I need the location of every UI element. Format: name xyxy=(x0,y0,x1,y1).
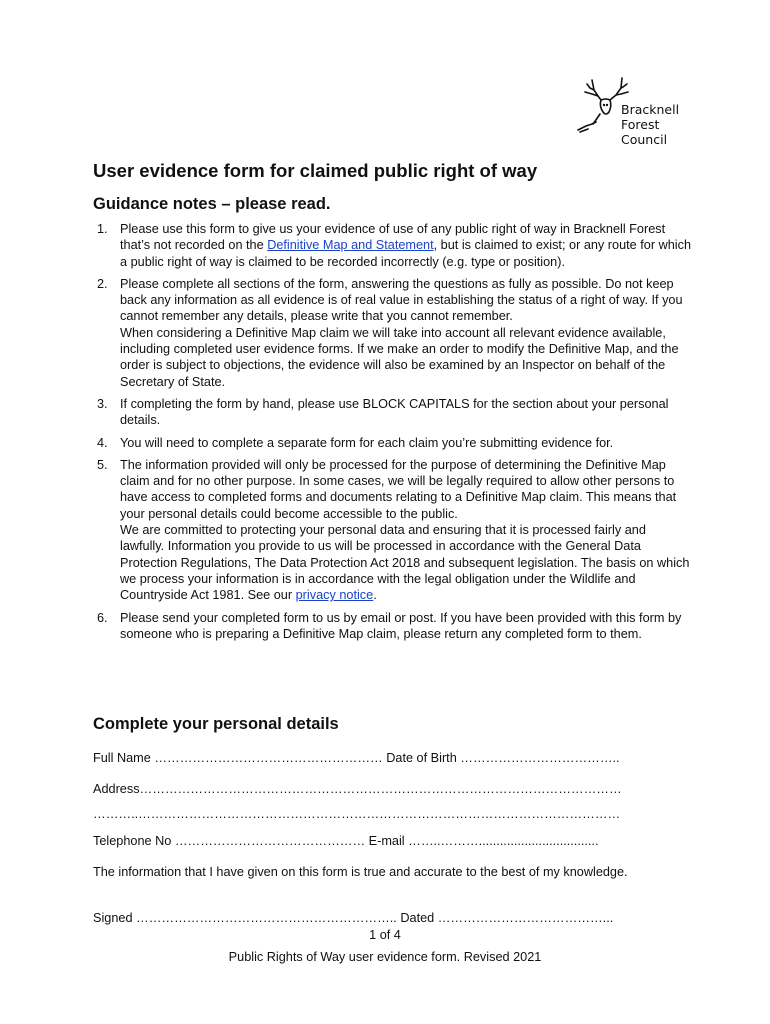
logo-line-2: Forest xyxy=(621,117,660,132)
address-field-line-2[interactable]: ………..…………………………………………………………………………………………………… xyxy=(93,807,621,821)
list-number: 5. xyxy=(97,457,108,472)
list-item xyxy=(93,396,693,429)
list-item xyxy=(93,610,693,643)
list-number: 3. xyxy=(97,396,108,411)
definitive-map-link[interactable]: Definitive Map and Statement xyxy=(267,238,434,253)
telephone-email-field[interactable]: Telephone No ……………………………………… E-mail ……..……….................................. xyxy=(93,834,599,848)
logo-text xyxy=(621,102,679,147)
signed-dated-field[interactable]: Signed …………………………………………………….. Dated …………………………………... xyxy=(93,911,614,925)
note-paragraph: The information provided will only be processed for the purpose of determining the Definitive Map claim and for no other purpose. In some cases, we will be legally required to allow other persons to have access to completed forms and documents relating to a Definitive Map claim. This means that your personal details could become accessible to the public. xyxy=(120,457,677,521)
list-item xyxy=(93,435,693,451)
list-item xyxy=(93,221,693,270)
council-logo xyxy=(576,68,686,148)
logo-line-1: Bracknell xyxy=(621,102,680,117)
declaration-text: The information that I have given on this form is true and accurate to the best of my knowledge. xyxy=(93,865,628,879)
list-number: 1. xyxy=(97,222,108,236)
note-paragraph: We are committed to protecting your personal data and ensuring that it is processed fairly and lawfully. Information you provide to us will be processed in accordance with the General Data Protection Regulations, The Data Protection Act 2018 and subsequent legislation. The basis on which we process your information is in accordance with the legal obligation under the Wildlife and Countryside Act 1981. See our privacy notice. xyxy=(120,523,690,603)
note-paragraph: You will need to complete a separate form for each claim you’re submitting evidence for. xyxy=(120,435,614,450)
privacy-notice-link[interactable]: privacy notice xyxy=(295,588,374,603)
logo-line-3: Council xyxy=(621,132,668,147)
list-item xyxy=(93,457,693,604)
list-item xyxy=(93,276,693,390)
list-number: 4. xyxy=(97,435,108,450)
note-paragraph: Please use this form to give us your evidence of use of any public right of way in Bracknell Forest that’s not recorded on the Definitive Map and Statement, but is claimed to exist; or any route for which a public right of way is claimed to be recorded incorrectly (e.g. type or position). xyxy=(120,222,692,269)
guidance-notes-list xyxy=(93,221,693,648)
address-field-line-1[interactable]: Address…………………………………………………………………………………………………… xyxy=(93,782,622,796)
page-footer: Public Rights of Way user evidence form. Revised 2021 xyxy=(228,950,542,964)
list-number: 6. xyxy=(97,610,108,625)
note-paragraph: When considering a Definitive Map claim we will take into account all relevant evidence available, including completed user evidence forms. If we make an order to modify the Definitive Map, and the order is subject to objections, the evidence will also be examined by an Inspector on behalf of the Secretary of State. xyxy=(120,325,679,389)
full-name-dob-field[interactable]: Full Name ……………………………………………… Date of Birth ……………………………….. xyxy=(93,751,620,765)
page-number: 1 of 4 xyxy=(369,928,401,942)
list-number: 2. xyxy=(97,276,108,291)
personal-details-heading: Complete your personal details xyxy=(93,715,339,733)
guidance-heading: Guidance notes – please read. xyxy=(93,195,331,213)
note-paragraph: If completing the form by hand, please use BLOCK CAPITALS for the section about your personal details. xyxy=(120,396,669,428)
page-title: User evidence form for claimed public right of way xyxy=(93,160,538,181)
note-paragraph: Please send your completed form to us by email or post. If you have been provided with this form by someone who is preparing a Definitive Map claim, please return any completed form to them. xyxy=(120,610,682,641)
note-paragraph: Please complete all sections of the form, answering the questions as fully as possible. Do not keep back any information as all evidence is of real value in establishing the status of a right of way. If you cannot remember any details, please write that you cannot remember. xyxy=(120,276,683,324)
